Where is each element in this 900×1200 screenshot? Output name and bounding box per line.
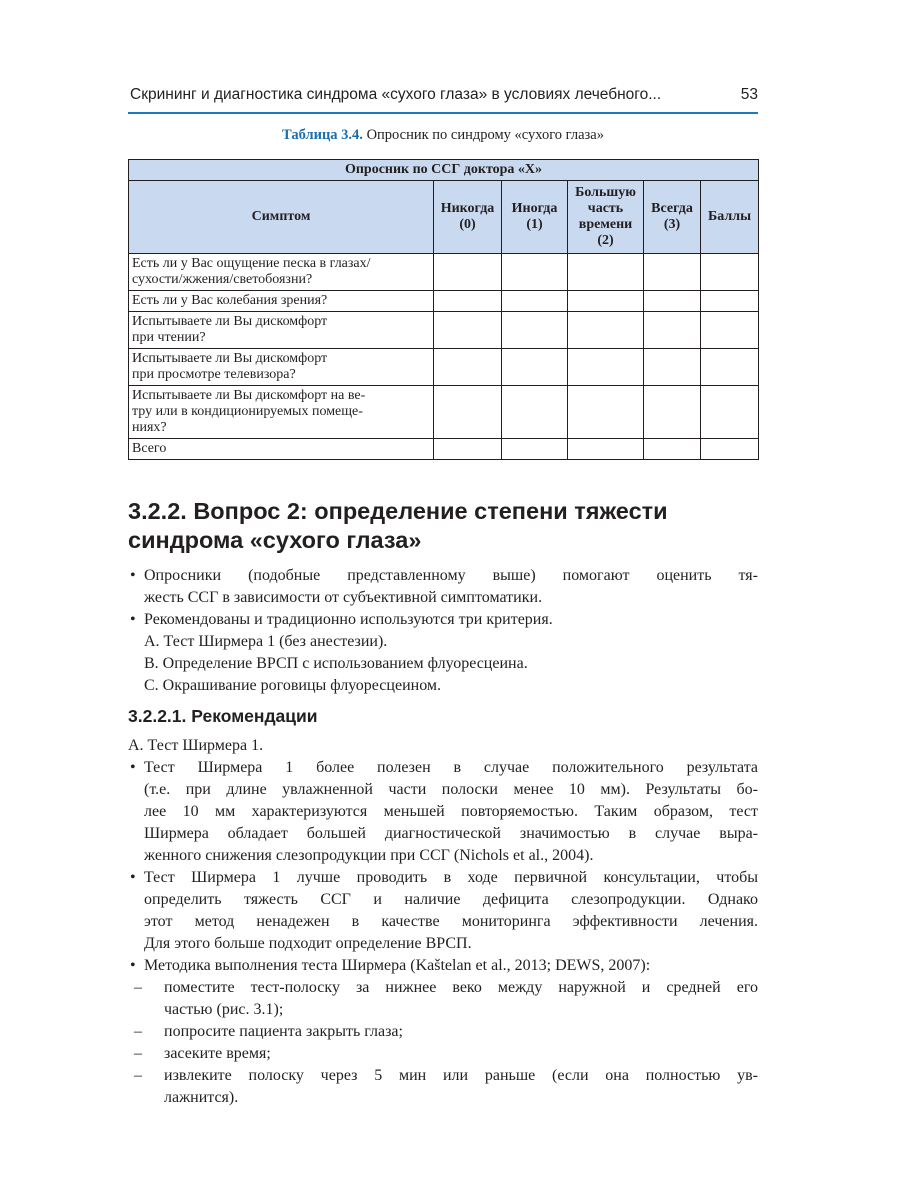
col-sometimes-score: (1) [526, 217, 543, 232]
text-line: женного снижения слезопродукции при ССГ (Nichols et al., 2004). [144, 847, 594, 864]
criterion-b: B. Определение ВРСП с использованием флуоресцеина. [144, 655, 528, 672]
text-line: Тест Ширмера 1 более полезен в случае положительного результата [144, 759, 758, 776]
symptom-cell [129, 291, 434, 312]
table-row [129, 254, 759, 291]
table-row [129, 312, 759, 349]
answer-cell [568, 349, 644, 386]
table-row [129, 386, 759, 439]
running-title: Скрининг и диагностика синдрома «сухого глаза» в условиях лечебного... [130, 86, 662, 103]
symptom-line: при чтении? [132, 330, 206, 345]
answer-cell [434, 386, 502, 439]
answer-cell [434, 291, 502, 312]
text-line: определить тяжесть ССГ и наличие дефицита слезопродукции. Однако [144, 891, 758, 908]
symptom-cell [129, 349, 434, 386]
answer-cell [568, 312, 644, 349]
answer-cell [568, 439, 644, 460]
col-sometimes-label: Иногда [511, 201, 558, 216]
answer-cell [644, 254, 701, 291]
col-mostly-l1: Большую [575, 185, 636, 200]
score-cell [701, 312, 759, 349]
dash-glyph: – [134, 1067, 142, 1084]
answer-cell [502, 349, 568, 386]
text-line: лажнится). [164, 1089, 239, 1106]
answer-cell [568, 254, 644, 291]
text-line: поместите тест-полоску за нижнее веко между наружной и средней его [164, 979, 758, 996]
symptom-line: при просмотре телевизора? [132, 367, 296, 382]
col-always [644, 181, 701, 254]
col-mostly-l3: времени [578, 217, 633, 232]
symptom-line: сухости/жжения/светобоязни? [132, 272, 313, 287]
section-body [128, 565, 758, 697]
text-line: жесть ССГ в зависимости от субъективной симптоматики. [144, 589, 543, 606]
text-line: лее 10 мм характеризуются меньшей повторяемостью. Таким образом, тест [144, 803, 758, 820]
answer-cell [644, 386, 701, 439]
text-line: Рекомендованы и традиционно используются три критерия. [144, 611, 553, 628]
symptom-cell [129, 254, 434, 291]
symptom-cell [129, 312, 434, 349]
step-item [128, 977, 758, 1021]
symptom-line: Есть ли у Вас колебания зрения? [132, 293, 328, 308]
header-rule [128, 112, 758, 114]
table-title-row [129, 160, 759, 181]
symptom-line: Испытываете ли Вы дискомфорт [132, 314, 328, 329]
answer-cell [502, 291, 568, 312]
table-caption [128, 127, 758, 144]
text-line: этот метод ненадежен в качестве мониторинга эффективности лечения. [144, 913, 758, 930]
subsection-body [128, 735, 758, 1109]
answer-cell [502, 439, 568, 460]
step-item [128, 1065, 758, 1109]
questionnaire-table [128, 159, 759, 460]
bullet-glyph: • [130, 869, 136, 886]
list-item [128, 565, 758, 609]
table-title: Опросник по ССГ доктора «Х» [129, 160, 759, 181]
symptom-line: Испытываете ли Вы дискомфорт на ве- [132, 388, 366, 403]
text-line: частью (рис. 3.1); [164, 1001, 284, 1018]
score-cell [701, 349, 759, 386]
answer-cell [644, 312, 701, 349]
bullet-glyph: • [130, 567, 136, 584]
list-item [128, 955, 758, 977]
answer-cell [434, 312, 502, 349]
text-line: Ширмера обладает большей диагностической значимостью в случае выра- [144, 825, 758, 842]
text-line: (т.е. при длине увлажненной части полоски менее 10 мм). Результаты бо- [144, 781, 758, 798]
col-mostly [568, 181, 644, 254]
list-item [128, 757, 758, 867]
answer-cell [502, 312, 568, 349]
step-item [128, 1043, 758, 1065]
answer-cell [434, 254, 502, 291]
col-always-score: (3) [663, 217, 681, 232]
col-sometimes [502, 181, 568, 254]
criterion-a: A. Тест Ширмера 1 (без анестезии). [144, 633, 388, 650]
total-label: Всего [132, 441, 167, 456]
section-heading-line2: синдрома «сухого глаза» [128, 527, 422, 553]
text-line: Для этого больше подходит определение ВРСП. [144, 935, 472, 952]
col-mostly-l2: часть [587, 201, 624, 216]
running-header [128, 86, 758, 110]
table-caption-text: Опросник по синдрому «сухого глаза» [362, 127, 604, 143]
col-never-label: Никогда [440, 201, 495, 216]
section-heading [128, 497, 768, 555]
bullet-glyph: • [130, 957, 136, 974]
score-cell [701, 386, 759, 439]
answer-cell [502, 386, 568, 439]
symptom-line: тру или в кондиционируемых помеще- [132, 404, 363, 419]
list-item [128, 609, 758, 631]
text-line: засеките время; [164, 1045, 271, 1062]
answer-cell [644, 349, 701, 386]
dash-glyph: – [134, 979, 142, 996]
answer-cell [434, 439, 502, 460]
answer-cell [568, 386, 644, 439]
total-label-cell [129, 439, 434, 460]
table-caption-number: Таблица 3.4. [282, 127, 363, 143]
text-line: извлеките полоску через 5 мин или раньше (если она полностью ув- [164, 1067, 758, 1084]
col-always-label: Всегда [651, 201, 693, 216]
list-item [128, 867, 758, 955]
bullet-glyph: • [130, 611, 136, 628]
table-row-total [129, 439, 759, 460]
criterion-c: C. Окрашивание роговицы флуоресцеином. [144, 677, 442, 694]
section-heading-line1: 3.2.2. Вопрос 2: определение степени тяжести [128, 498, 668, 524]
symptom-line: Есть ли у Вас ощущение песка в глазах/ [132, 256, 371, 271]
score-cell [701, 291, 759, 312]
score-cell [701, 254, 759, 291]
score-cell [701, 439, 759, 460]
dash-glyph: – [134, 1045, 142, 1062]
col-symptom: Симптом [129, 181, 434, 254]
col-score: Баллы [701, 181, 759, 254]
text-line: попросите пациента закрыть глаза; [164, 1023, 403, 1040]
col-mostly-score: (2) [597, 233, 614, 248]
bullet-glyph: • [130, 759, 136, 776]
dash-glyph: – [134, 1023, 142, 1040]
symptom-line: Испытываете ли Вы дискомфорт [132, 351, 328, 366]
text-line: Тест Ширмера 1 лучше проводить в ходе первичной консультации, чтобы [144, 869, 758, 886]
table-row [129, 291, 759, 312]
answer-cell [434, 349, 502, 386]
col-never-score: (0) [459, 217, 476, 232]
col-never [434, 181, 502, 254]
answer-cell [502, 254, 568, 291]
page-number: 53 [740, 86, 758, 103]
answer-cell [568, 291, 644, 312]
subsection-heading: 3.2.2.1. Рекомендации [128, 706, 318, 726]
subsection-intro: А. Тест Ширмера 1. [128, 737, 264, 754]
table-header-row [129, 181, 759, 254]
symptom-cell [129, 386, 434, 439]
text-line: Опросники (подобные представленному выше) помогают оценить тя- [144, 567, 758, 584]
answer-cell [644, 291, 701, 312]
answer-cell [644, 439, 701, 460]
table-row [129, 349, 759, 386]
text-line: Методика выполнения теста Ширмера (Kaštelan et al., 2013; DEWS, 2007): [144, 957, 651, 974]
step-item [128, 1021, 758, 1043]
symptom-line: ниях? [132, 420, 167, 435]
